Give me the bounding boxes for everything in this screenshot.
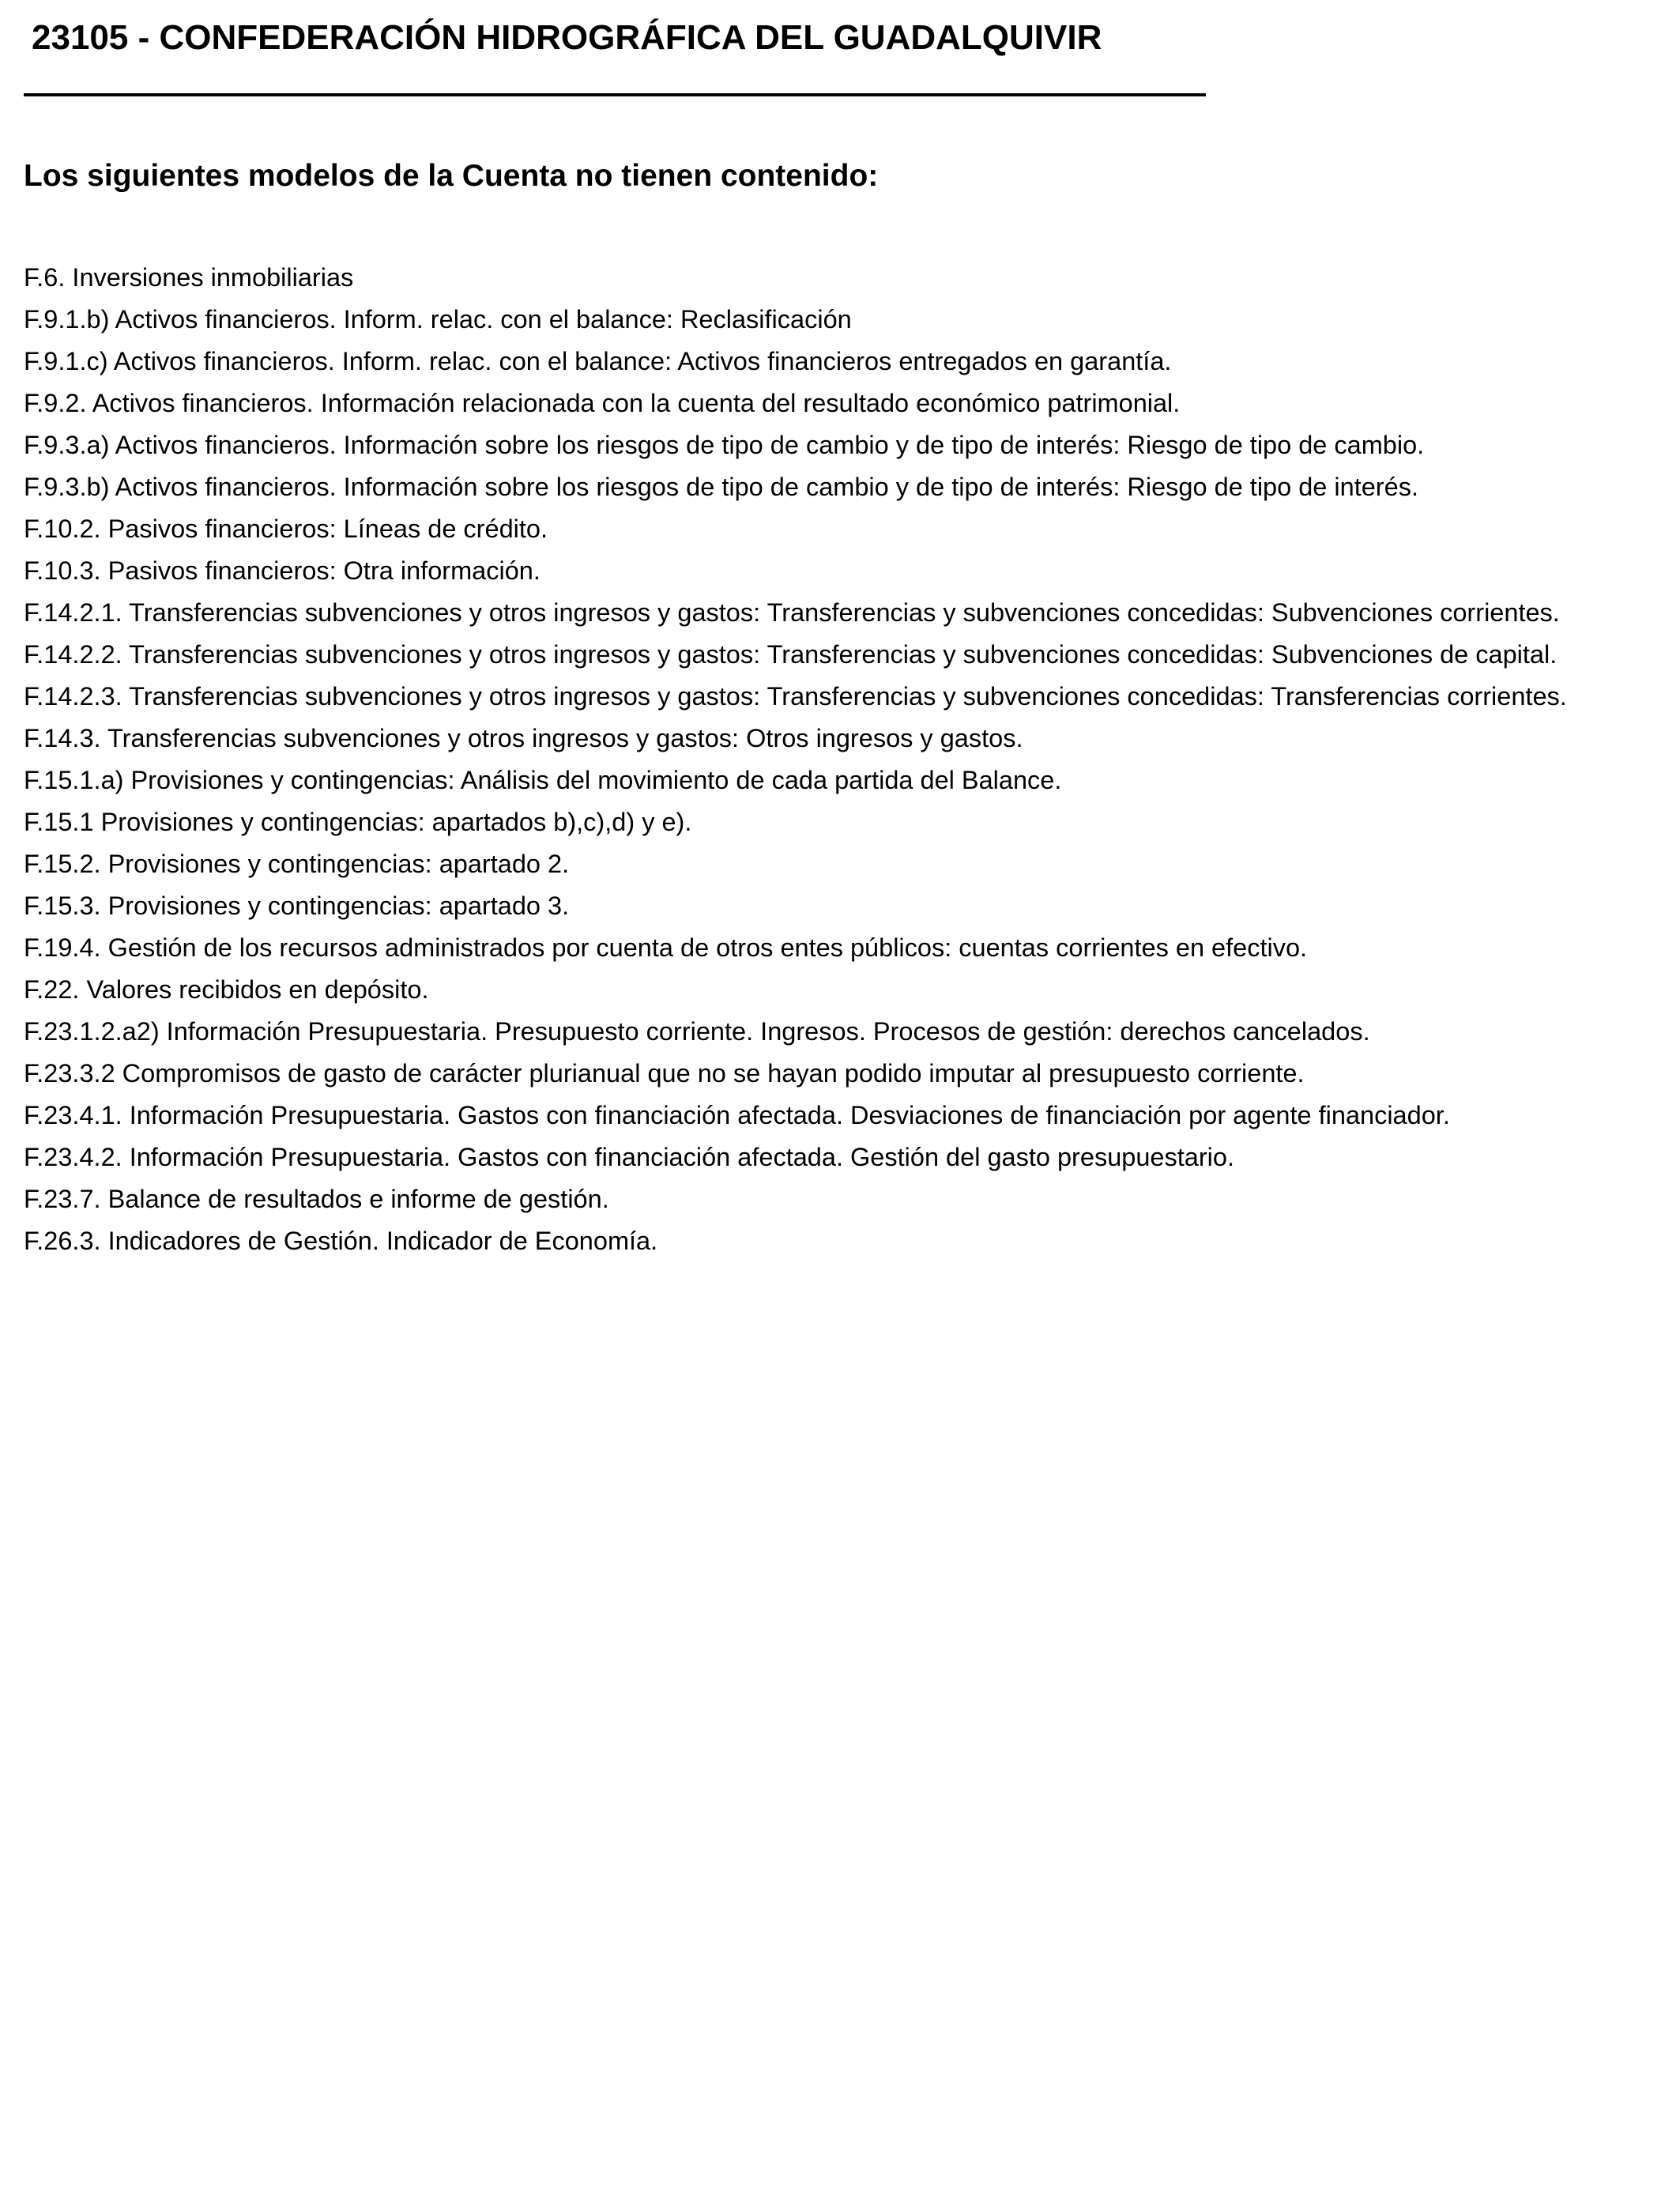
list-item: F.22. Valores recibidos en depósito. bbox=[24, 975, 429, 1004]
list-item: F.23.4.1. Información Presupuestaria. Gastos con financiación afectada. Desviaciones de financiación por agente financiador. bbox=[24, 1101, 1450, 1129]
list-item: F.9.2. Activos financieros. Información relacionada con la cuenta del resultado económico patrimonial. bbox=[24, 389, 1181, 417]
list-item: F.14.2.3. Transferencias subvenciones y otros ingresos y gastos: Transferencias y subvenciones concedidas: Transferencias corrientes. bbox=[24, 682, 1567, 711]
list-item: F.23.1.2.a2) Información Presupuestaria. Presupuesto corriente. Ingresos. Procesos de gestión: derechos cancelados. bbox=[24, 1017, 1370, 1046]
list-item: F.9.3.a) Activos financieros. Información sobre los riesgos de tipo de cambio y de tipo de interés: Riesgo de tipo de cambio. bbox=[24, 431, 1425, 459]
list-item: F.9.1.c) Activos financieros. Inform. relac. con el balance: Activos financieros entregados en garantía. bbox=[24, 347, 1172, 375]
list-item: F.15.3. Provisiones y contingencias: apartado 3. bbox=[24, 892, 570, 920]
list-item: F.23.7. Balance de resultados e informe de gestión. bbox=[24, 1185, 609, 1213]
list-item: F.9.1.b) Activos financieros. Inform. relac. con el balance: Reclasificación bbox=[24, 305, 852, 334]
title-divider bbox=[24, 93, 1206, 96]
list-item: F.15.1.a) Provisiones y contingencias: Análisis del movimiento de cada partida del Balance. bbox=[24, 766, 1062, 794]
page-title: 23105 - CONFEDERACIÓN HIDROGRÁFICA DEL GUADALQUIVIR bbox=[32, 18, 1102, 57]
list-item: F.6. Inversiones inmobiliarias bbox=[24, 263, 354, 292]
list-item: F.26.3. Indicadores de Gestión. Indicador de Economía. bbox=[24, 1227, 658, 1255]
list-item: F.19.4. Gestión de los recursos administrados por cuenta de otros entes públicos: cuentas corrientes en efectivo. bbox=[24, 933, 1308, 962]
list-item: F.15.1 Provisiones y contingencias: apartados b),c),d) y e). bbox=[24, 808, 692, 836]
list-item: F.14.3. Transferencias subvenciones y otros ingresos y gastos: Otros ingresos y gastos. bbox=[24, 724, 1023, 752]
model-list bbox=[24, 257, 1667, 1262]
list-item: F.15.2. Provisiones y contingencias: apartado 2. bbox=[24, 850, 570, 878]
list-item: F.14.2.1. Transferencias subvenciones y otros ingresos y gastos: Transferencias y subvenciones concedidas: Subvenciones corrientes. bbox=[24, 598, 1560, 627]
list-item: F.9.3.b) Activos financieros. Información sobre los riesgos de tipo de cambio y de tipo de interés: Riesgo de tipo de interés. bbox=[24, 473, 1418, 501]
section-heading: Los siguientes modelos de la Cuenta no tienen contenido: bbox=[24, 159, 879, 193]
list-item: F.10.3. Pasivos financieros: Otra información. bbox=[24, 556, 541, 585]
list-item: F.23.3.2 Compromisos de gasto de carácter plurianual que no se hayan podido imputar al presupuesto corriente. bbox=[24, 1059, 1305, 1088]
list-item: F.10.2. Pasivos financieros: Líneas de crédito. bbox=[24, 515, 548, 543]
list-item: F.23.4.2. Información Presupuestaria. Gastos con financiación afectada. Gestión del gasto presupuestario. bbox=[24, 1143, 1235, 1171]
list-item: F.14.2.2. Transferencias subvenciones y otros ingresos y gastos: Transferencias y subvenciones concedidas: Subvenciones de capital. bbox=[24, 640, 1558, 669]
